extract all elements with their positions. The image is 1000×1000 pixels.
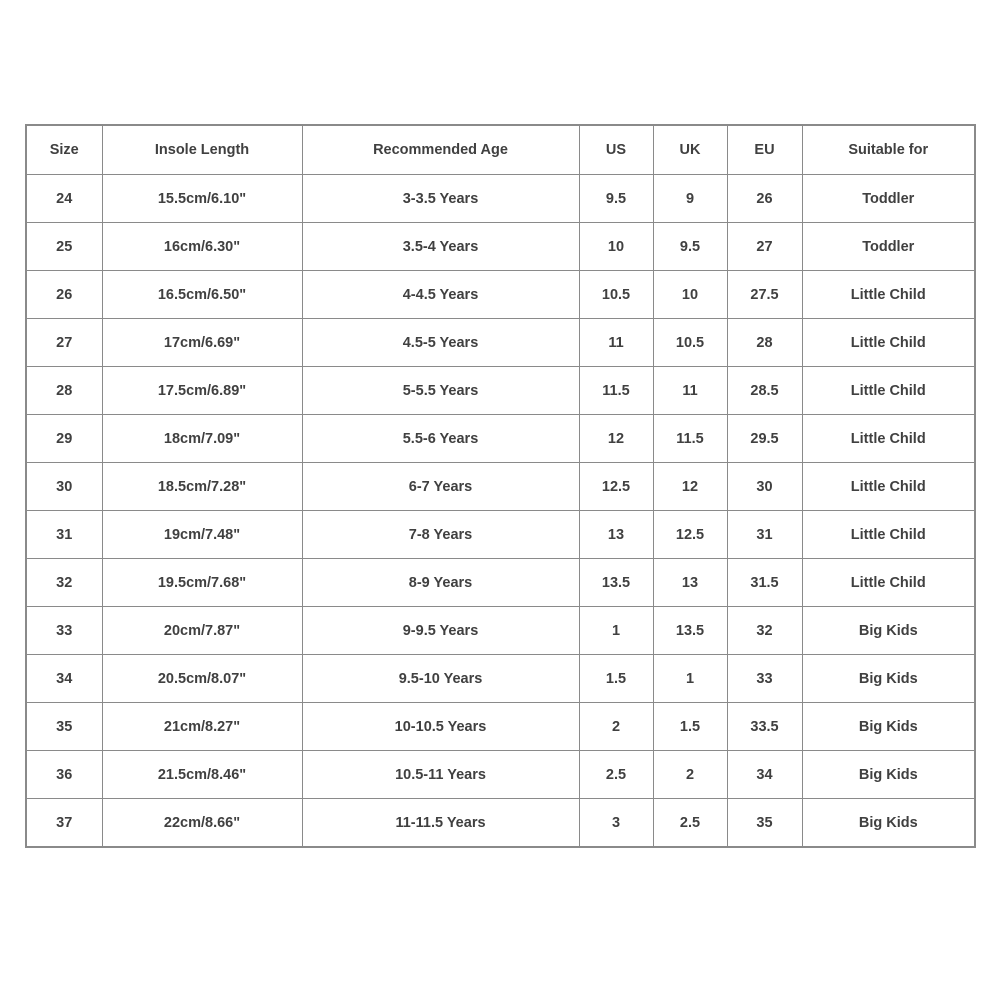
- table-row: [26, 415, 975, 463]
- us-size-cell: 9.5: [579, 175, 653, 223]
- table-row: [26, 271, 975, 319]
- size-cell: 37: [26, 799, 102, 848]
- uk-size-cell: 10.5: [653, 319, 727, 367]
- recommended-age-cell: 3-3.5 Years: [302, 175, 579, 223]
- suitable-for-cell: Little Child: [802, 511, 975, 559]
- insole-length-cell: 16.5cm/6.50": [102, 271, 302, 319]
- us-size-cell: 2: [579, 703, 653, 751]
- table-row: [26, 655, 975, 703]
- us-size-cell: 2.5: [579, 751, 653, 799]
- size-cell: 34: [26, 655, 102, 703]
- uk-size-cell: 9.5: [653, 223, 727, 271]
- uk-size-cell: 11: [653, 367, 727, 415]
- insole-length-cell: 21cm/8.27": [102, 703, 302, 751]
- us-size-cell: 10.5: [579, 271, 653, 319]
- header-suitable-for: Suitable for: [802, 125, 975, 175]
- eu-size-cell: 35: [727, 799, 802, 848]
- suitable-for-cell: Little Child: [802, 319, 975, 367]
- table-row: [26, 607, 975, 655]
- size-cell: 31: [26, 511, 102, 559]
- recommended-age-cell: 10.5-11 Years: [302, 751, 579, 799]
- insole-length-cell: 18.5cm/7.28": [102, 463, 302, 511]
- uk-size-cell: 1.5: [653, 703, 727, 751]
- recommended-age-cell: 8-9 Years: [302, 559, 579, 607]
- suitable-for-cell: Big Kids: [802, 703, 975, 751]
- uk-size-cell: 12.5: [653, 511, 727, 559]
- eu-size-cell: 33.5: [727, 703, 802, 751]
- eu-size-cell: 31: [727, 511, 802, 559]
- size-cell: 27: [26, 319, 102, 367]
- uk-size-cell: 11.5: [653, 415, 727, 463]
- uk-size-cell: 12: [653, 463, 727, 511]
- insole-length-cell: 17cm/6.69": [102, 319, 302, 367]
- us-size-cell: 13: [579, 511, 653, 559]
- size-chart-header: [26, 125, 975, 175]
- header-us: US: [579, 125, 653, 175]
- insole-length-cell: 17.5cm/6.89": [102, 367, 302, 415]
- size-cell: 32: [26, 559, 102, 607]
- table-row: [26, 799, 975, 848]
- size-cell: 24: [26, 175, 102, 223]
- insole-length-cell: 21.5cm/8.46": [102, 751, 302, 799]
- insole-length-cell: 20cm/7.87": [102, 607, 302, 655]
- suitable-for-cell: Little Child: [802, 271, 975, 319]
- header-size: Size: [26, 125, 102, 175]
- us-size-cell: 1: [579, 607, 653, 655]
- recommended-age-cell: 4.5-5 Years: [302, 319, 579, 367]
- uk-size-cell: 10: [653, 271, 727, 319]
- insole-length-cell: 16cm/6.30": [102, 223, 302, 271]
- uk-size-cell: 9: [653, 175, 727, 223]
- suitable-for-cell: Toddler: [802, 223, 975, 271]
- suitable-for-cell: Big Kids: [802, 751, 975, 799]
- eu-size-cell: 29.5: [727, 415, 802, 463]
- eu-size-cell: 28.5: [727, 367, 802, 415]
- suitable-for-cell: Big Kids: [802, 607, 975, 655]
- header-uk: UK: [653, 125, 727, 175]
- us-size-cell: 13.5: [579, 559, 653, 607]
- insole-length-cell: 19cm/7.48": [102, 511, 302, 559]
- eu-size-cell: 26: [727, 175, 802, 223]
- size-cell: 26: [26, 271, 102, 319]
- size-chart-body: [26, 175, 975, 848]
- us-size-cell: 11: [579, 319, 653, 367]
- insole-length-cell: 19.5cm/7.68": [102, 559, 302, 607]
- table-row: [26, 367, 975, 415]
- us-size-cell: 1.5: [579, 655, 653, 703]
- recommended-age-cell: 5-5.5 Years: [302, 367, 579, 415]
- uk-size-cell: 1: [653, 655, 727, 703]
- insole-length-cell: 18cm/7.09": [102, 415, 302, 463]
- recommended-age-cell: 7-8 Years: [302, 511, 579, 559]
- uk-size-cell: 2: [653, 751, 727, 799]
- table-row: [26, 511, 975, 559]
- uk-size-cell: 13: [653, 559, 727, 607]
- suitable-for-cell: Little Child: [802, 463, 975, 511]
- suitable-for-cell: Big Kids: [802, 655, 975, 703]
- eu-size-cell: 33: [727, 655, 802, 703]
- eu-size-cell: 30: [727, 463, 802, 511]
- eu-size-cell: 27.5: [727, 271, 802, 319]
- recommended-age-cell: 5.5-6 Years: [302, 415, 579, 463]
- table-row: [26, 559, 975, 607]
- size-cell: 35: [26, 703, 102, 751]
- suitable-for-cell: Little Child: [802, 415, 975, 463]
- suitable-for-cell: Little Child: [802, 367, 975, 415]
- header-eu: EU: [727, 125, 802, 175]
- suitable-for-cell: Little Child: [802, 559, 975, 607]
- table-row: [26, 703, 975, 751]
- eu-size-cell: 28: [727, 319, 802, 367]
- eu-size-cell: 34: [727, 751, 802, 799]
- table-row: [26, 463, 975, 511]
- recommended-age-cell: 3.5-4 Years: [302, 223, 579, 271]
- recommended-age-cell: 4-4.5 Years: [302, 271, 579, 319]
- recommended-age-cell: 10-10.5 Years: [302, 703, 579, 751]
- size-cell: 25: [26, 223, 102, 271]
- insole-length-cell: 22cm/8.66": [102, 799, 302, 848]
- recommended-age-cell: 9-9.5 Years: [302, 607, 579, 655]
- suitable-for-cell: Toddler: [802, 175, 975, 223]
- eu-size-cell: 32: [727, 607, 802, 655]
- us-size-cell: 3: [579, 799, 653, 848]
- size-cell: 36: [26, 751, 102, 799]
- size-cell: 29: [26, 415, 102, 463]
- header-row: [26, 125, 975, 175]
- table-row: [26, 175, 975, 223]
- eu-size-cell: 27: [727, 223, 802, 271]
- size-cell: 30: [26, 463, 102, 511]
- insole-length-cell: 15.5cm/6.10": [102, 175, 302, 223]
- recommended-age-cell: 11-11.5 Years: [302, 799, 579, 848]
- us-size-cell: 12: [579, 415, 653, 463]
- recommended-age-cell: 6-7 Years: [302, 463, 579, 511]
- table-row: [26, 319, 975, 367]
- uk-size-cell: 13.5: [653, 607, 727, 655]
- table-row: [26, 751, 975, 799]
- header-insole-length: Insole Length: [102, 125, 302, 175]
- table-row: [26, 223, 975, 271]
- us-size-cell: 12.5: [579, 463, 653, 511]
- recommended-age-cell: 9.5-10 Years: [302, 655, 579, 703]
- size-cell: 33: [26, 607, 102, 655]
- header-recommended-age: Recommended Age: [302, 125, 579, 175]
- insole-length-cell: 20.5cm/8.07": [102, 655, 302, 703]
- size-cell: 28: [26, 367, 102, 415]
- eu-size-cell: 31.5: [727, 559, 802, 607]
- suitable-for-cell: Big Kids: [802, 799, 975, 848]
- uk-size-cell: 2.5: [653, 799, 727, 848]
- us-size-cell: 10: [579, 223, 653, 271]
- size-chart-table: [25, 124, 976, 848]
- us-size-cell: 11.5: [579, 367, 653, 415]
